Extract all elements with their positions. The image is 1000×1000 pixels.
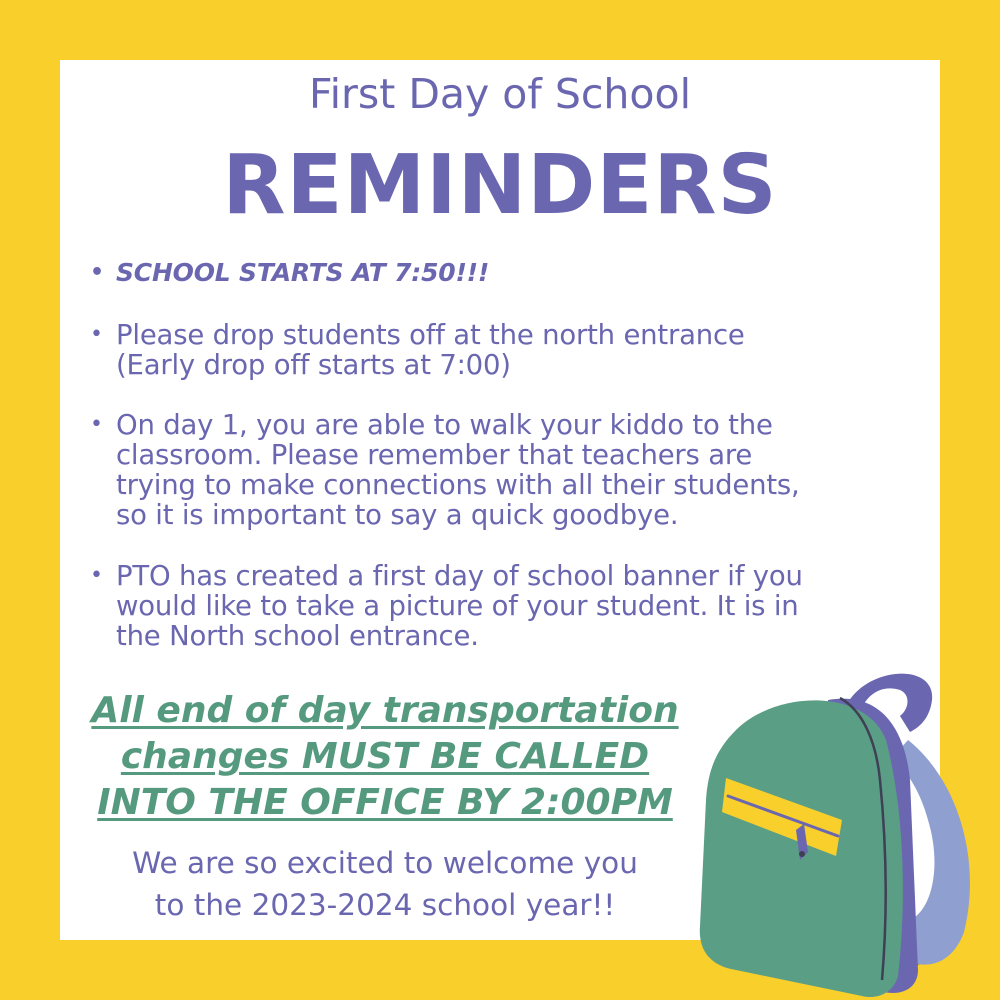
welcome-line: to the 2023-2024 school year!! xyxy=(154,888,616,922)
reminder-item-school-start xyxy=(86,258,946,288)
reminder-text: SCHOOL STARTS AT 7:50!!! xyxy=(116,258,490,287)
notice-line: changes MUST BE CALLED xyxy=(120,736,650,777)
page-title: REMINDERS xyxy=(222,138,778,233)
reminder-line: Please drop students off at the north entrance xyxy=(116,319,745,351)
notice-line: INTO THE OFFICE BY 2:00PM xyxy=(97,782,673,823)
backpack-icon xyxy=(696,670,1000,1000)
notice-line: All end of day transportation xyxy=(91,690,679,731)
subtitle: First Day of School xyxy=(309,70,691,118)
reminder-item-drop-off xyxy=(86,320,946,380)
bullet-icon: • xyxy=(90,322,103,347)
reminder-line: classroom. Please remember that teachers are xyxy=(116,439,753,471)
reminder-line: On day 1, you are able to walk your kiddo to the xyxy=(116,409,773,441)
transportation-notice xyxy=(80,688,690,826)
bullet-icon: • xyxy=(90,260,104,285)
reminder-list xyxy=(86,258,946,651)
reminder-line: trying to make connections with all their students, xyxy=(116,469,800,501)
reminder-line: would like to take a picture of your student. It is in xyxy=(116,590,799,622)
reminder-line: so it is important to say a quick goodbye. xyxy=(116,499,679,531)
welcome-line: We are so excited to welcome you xyxy=(132,846,638,880)
bullet-icon: • xyxy=(90,412,103,437)
reminder-item-pto-banner xyxy=(86,561,946,651)
reminder-line: the North school entrance. xyxy=(116,620,479,652)
reminder-line: PTO has created a first day of school banner if you xyxy=(116,560,803,592)
welcome-message xyxy=(80,842,690,926)
reminder-line: (Early drop off starts at 7:00) xyxy=(116,349,511,381)
bullet-icon: • xyxy=(90,563,103,588)
reminder-item-day-one xyxy=(86,410,946,530)
